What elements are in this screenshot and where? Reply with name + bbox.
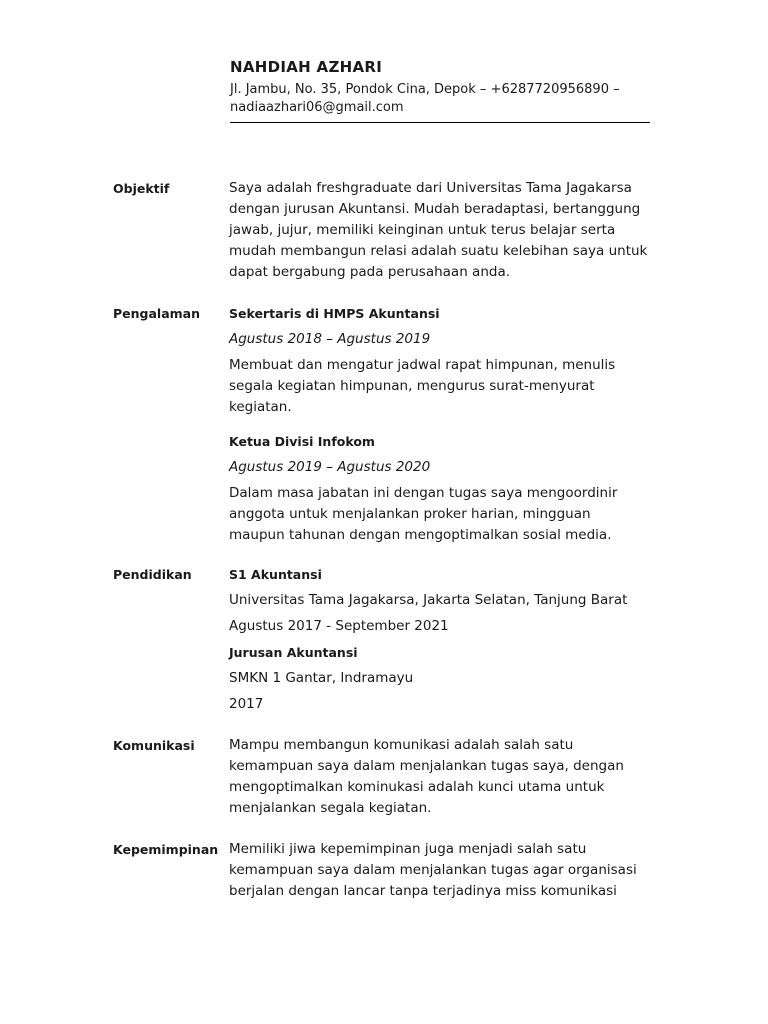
education-title: Jurusan Akuntansi <box>229 645 358 660</box>
experience-description: Dalam masa jabatan ini dengan tugas saya mengoordinir anggota untuk menjalankan proker harian, mingguan maupun tahunan dengan mengoptimalkan sosial media. <box>229 485 618 543</box>
experience-period: Agustus 2018 – Agustus 2019 <box>229 331 431 347</box>
kepemimpinan-text: Memiliki jiwa kepemimpinan juga menjadi salah satu kemampuan saya dalam menjalankan tugas agar organisasi berjalan dengan lancar tanpa terjadinya miss komunikasi <box>229 841 637 899</box>
section-label-objektif: Objektif <box>113 181 170 196</box>
education-institution: Universitas Tama Jagakarsa, Jakarta Selatan, Tanjung Barat <box>229 592 628 608</box>
section-content-pengalaman <box>229 303 649 546</box>
education-item <box>229 642 649 715</box>
objektif-text: Saya adalah freshgraduate dari Universitas Tama Jagakarsa dengan jurusan Akuntansi. Mudah beradaptasi, bertanggung jawab, jujur, memiliki keinginan untuk terus belajar serta mudah membangun relasi adalah suatu kelebihan saya untuk dapat bergabung pada perusahaan anda. <box>229 180 648 280</box>
education-institution: SMKN 1 Gantar, Indramayu <box>229 670 414 686</box>
education-item <box>229 564 649 637</box>
experience-title: Ketua Divisi Infokom <box>229 434 375 449</box>
komunikasi-text: Mampu membangun komunikasi adalah salah satu kemampuan saya dalam menjalankan tugas saya, dengan mengoptimalkan kominukasi adalah kunci utama untuk menjalankan segala kegiatan. <box>229 737 624 816</box>
education-period: 2017 <box>229 696 264 712</box>
experience-item <box>229 431 649 546</box>
section-content-komunikasi <box>229 735 649 819</box>
section-label-pendidikan: Pendidikan <box>113 567 192 582</box>
header-divider <box>230 122 650 123</box>
contact-line-1: Jl. Jambu, No. 35, Pondok Cina, Depok – +6287720956890 – <box>230 82 620 97</box>
candidate-name: NAHDIAH AZHARI <box>230 58 383 76</box>
section-content-kepemimpinan <box>229 839 649 902</box>
experience-description: Membuat dan mengatur jadwal rapat himpunan, menulis segala kegiatan himpunan, mengurus surat-menyurat kegiatan. <box>229 357 616 415</box>
section-content-pendidikan <box>229 564 649 715</box>
section-content-objektif <box>229 178 649 283</box>
education-title: S1 Akuntansi <box>229 567 322 582</box>
section-label-komunikasi: Komunikasi <box>113 738 195 753</box>
section-label-kepemimpinan: Kepemimpinan <box>113 842 219 857</box>
section-label-pengalaman: Pengalaman <box>113 306 200 321</box>
experience-item <box>229 303 649 418</box>
experience-title: Sekertaris di HMPS Akuntansi <box>229 306 440 321</box>
resume-header <box>230 57 650 117</box>
education-period: Agustus 2017 - September 2021 <box>229 618 449 634</box>
contact-line-2: nadiaazhari06@gmail.com <box>230 100 404 115</box>
experience-period: Agustus 2019 – Agustus 2020 <box>229 459 431 475</box>
